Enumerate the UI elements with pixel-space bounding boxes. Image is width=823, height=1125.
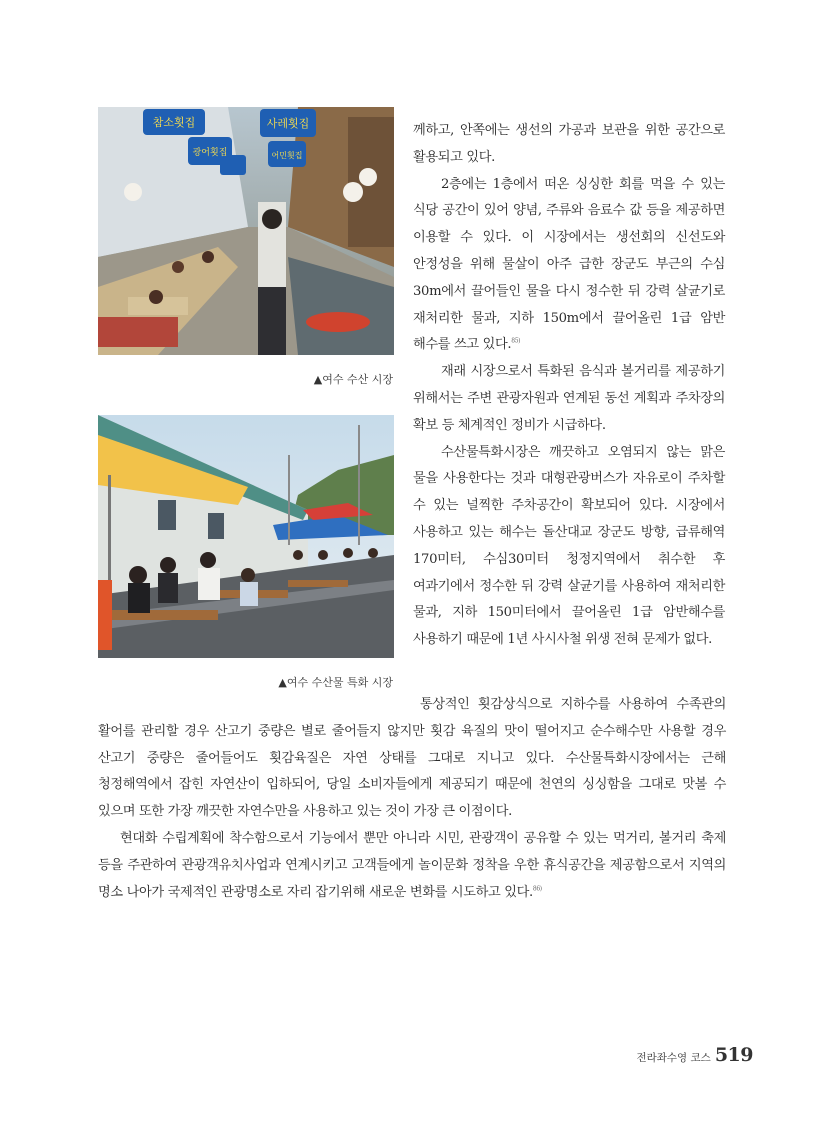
paragraph: 현대화 수립계획에 착수함으로서 기능에서 뿐만 아니라 시민, 관광객이 공유할 수 있는 먹거리, 볼거리 축제 등을 주관하여 관광객유치사업과 연계시키고 고객들에게 놀이문화 정착을 우한 휴식공간을 제공함으로서 지역의 명소 나아가 국제적인 관광명소로 자리 잡기위해 새로운 변화를 시도하고 있다.$^{86)}$ [98,830,726,900]
right-column-text [413,118,725,654]
paragraph: 재래 시장으로서 특화된 음식과 볼거리를 제공하기 위해서는 주변 관광자원과 연계된 동선 계획과 주차장의 확보 등 체계적인 정비가 시급하다. [413,364,725,433]
footnote-ref: 85) [511,337,521,345]
photo-fish-market [98,107,394,355]
sign-3: 광어횟집 [192,148,228,158]
footnote-ref: 86) [532,885,542,893]
paragraph: 통상적인 횟감상식으로 지하수를 사용하여 수족관의 활어를 관리할 경우 산고기 중량은 별로 줄어들지 않지만 횟감 육질의 맛이 떨어지고 순수해수만 사용할 경우 산고기 중량은 줄어들어도 횟감육질은 자연 상태를 그대로 지니고 있다. 수산물특화시장에서는 근해 청정해역에서 잡힌 자연산이 입하되어, 당일 소비자들에게 제공되기 때문에 천연의 싱싱함을 그대로 맛볼 수 있으며 또한 가장 깨끗한 자연수만을 사용하고 있는 것이 가장 큰 이점이다. [98,697,726,820]
section-title: 전라좌수영 코스 [636,1052,711,1064]
paragraph: 2층에는 1층에서 떠온 싱싱한 회를 먹을 수 있는 식당 공간이 있어 양념, 주류와 음료수 값 등을 제공하면 이용할 수 있다. 이 시장에서는 생선회의 신선도와 안정성을 위해 물살이 아주 급한 장군도 부근의 수심 30m에서 끌어들인 물을 다시 정수한 뒤 강력 살균기로 재처리한 물과, 지하 150m에서 끌어올린 1급 암반 해수를 쓰고 있다.$^{85)}$ [413,176,725,353]
paragraph: 께하고, 안쪽에는 생선의 가공과 보관을 위한 공간으로 활용되고 있다. [413,123,725,165]
photo-seafood-market [98,415,394,658]
caption-seafood-market: ▲여수 수산물 특화 시장 [278,676,393,689]
page-number: 519 [714,1044,753,1066]
caption-fish-market: ▲여수 수산 시장 [313,373,393,386]
sign-2: 사레횟집 [266,117,310,130]
sign-4: 어민횟집 [271,151,303,160]
page-footer [636,1044,753,1066]
paragraph: 수산물특화시장은 깨끗하고 오염되지 않는 맑은 물을 사용한다는 것과 대형관광버스가 자유로이 주차할 수 있는 널찍한 주차공간이 확보되어 있다. 시장에서 사용하고 있는 해수는 돌산대교 장군도 방향, 급류해역 170미터, 수심30미터 청정지역에서 취수한 후 여과기에서 정수한 뒤 강력 살균기를 사용하여 재처리한 물과, 지하 150미터에서 끌어올린 1급 암반해수를 사용하기 때문에 1년 사시사철 위생 전혀 문제가 없다. [413,444,725,648]
full-width-text [98,692,726,906]
sign-1: 참소횟집 [152,116,196,129]
